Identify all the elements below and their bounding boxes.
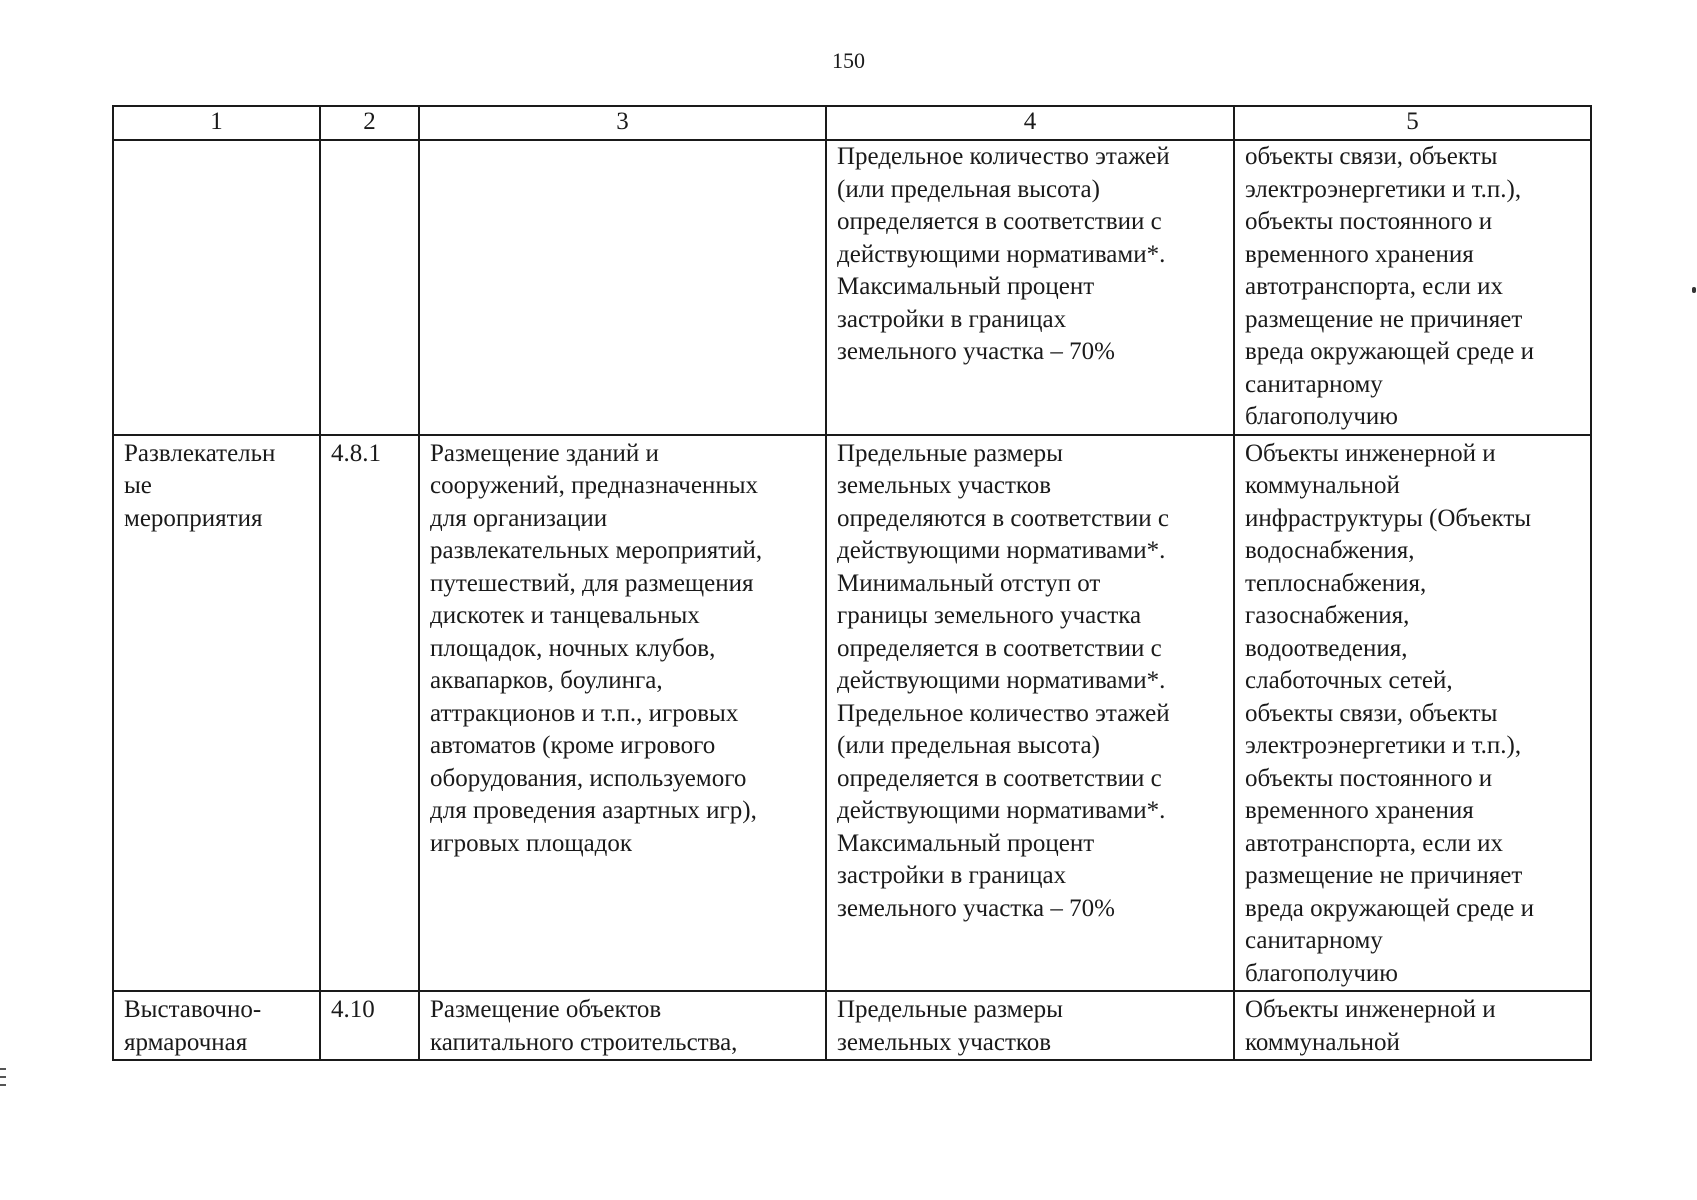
cell-use-code: 4.10 [320, 991, 419, 1060]
cell-auxiliary-objects: объекты связи, объекты электроэнергетики и т.п.), объекты постоянного и временного хранения автотранспорта, если их размещение не причиняет вреда окружающей среде и санитарному благополучию [1234, 140, 1591, 435]
table-row [113, 140, 1591, 435]
column-header: 2 [320, 106, 419, 140]
cell-auxiliary-objects: Объекты инженерной и коммунальной [1234, 991, 1591, 1060]
page-number: 150 [832, 48, 865, 73]
cell-use-description: Размещение зданий и сооружений, предназначенных для организации развлекательных мероприятий, путешествий, для размещения дискотек и танцевальных площадок, ночных клубов, аквапарков, боулинга, аттракционов и т.п., игровых автоматов (кроме игрового оборудования, используемого для проведения азартных игр), игровых площадок [419, 435, 826, 992]
cell-use-description [419, 140, 826, 435]
cell-parameters: Предельные размеры земельных участков [826, 991, 1234, 1060]
cell-parameters: Предельное количество этажей (или предельная высота) определяется в соответствии с действующими нормативами*. Максимальный процент застройки в границах земельного участка – 70% [826, 140, 1234, 435]
cell-use-name: Выставочно- ярмарочная [113, 991, 320, 1060]
regulations-table [112, 105, 1592, 1061]
column-header: 3 [419, 106, 826, 140]
column-header: 5 [1234, 106, 1591, 140]
cell-use-code [320, 140, 419, 435]
column-header: 4 [826, 106, 1234, 140]
cell-use-description: Размещение объектов капитального строительства, [419, 991, 826, 1060]
cell-auxiliary-objects: Объекты инженерной и коммунальной инфраструктуры (Объекты водоснабжения, теплоснабжения, газоснабжения, водоотведения, слаботочных сетей, объекты связи, объекты электроэнергетики и т.п.), объекты постоянного и временного хранения автотранспорта, если их размещение не причиняет вреда окружающей среде и санитарному благополучию [1234, 435, 1591, 992]
table-row [113, 435, 1591, 992]
cell-use-code: 4.8.1 [320, 435, 419, 992]
scan-margin-mark [0, 1068, 6, 1086]
cell-use-name [113, 140, 320, 435]
cell-use-name: Развлекательн ые мероприятия [113, 435, 320, 992]
table-header-row [113, 106, 1591, 140]
table-row [113, 991, 1591, 1060]
scan-dot-mark [1692, 287, 1696, 293]
cell-parameters: Предельные размеры земельных участков определяются в соответствии с действующими нормативами*. Минимальный отступ от границы земельного участка определяется в соответствии с действующими нормативами*. Предельное количество этажей (или предельная высота) определяется в соответствии с действующими нормативами*. Максимальный процент застройки в границах земельного участка – 70% [826, 435, 1234, 992]
column-header: 1 [113, 106, 320, 140]
